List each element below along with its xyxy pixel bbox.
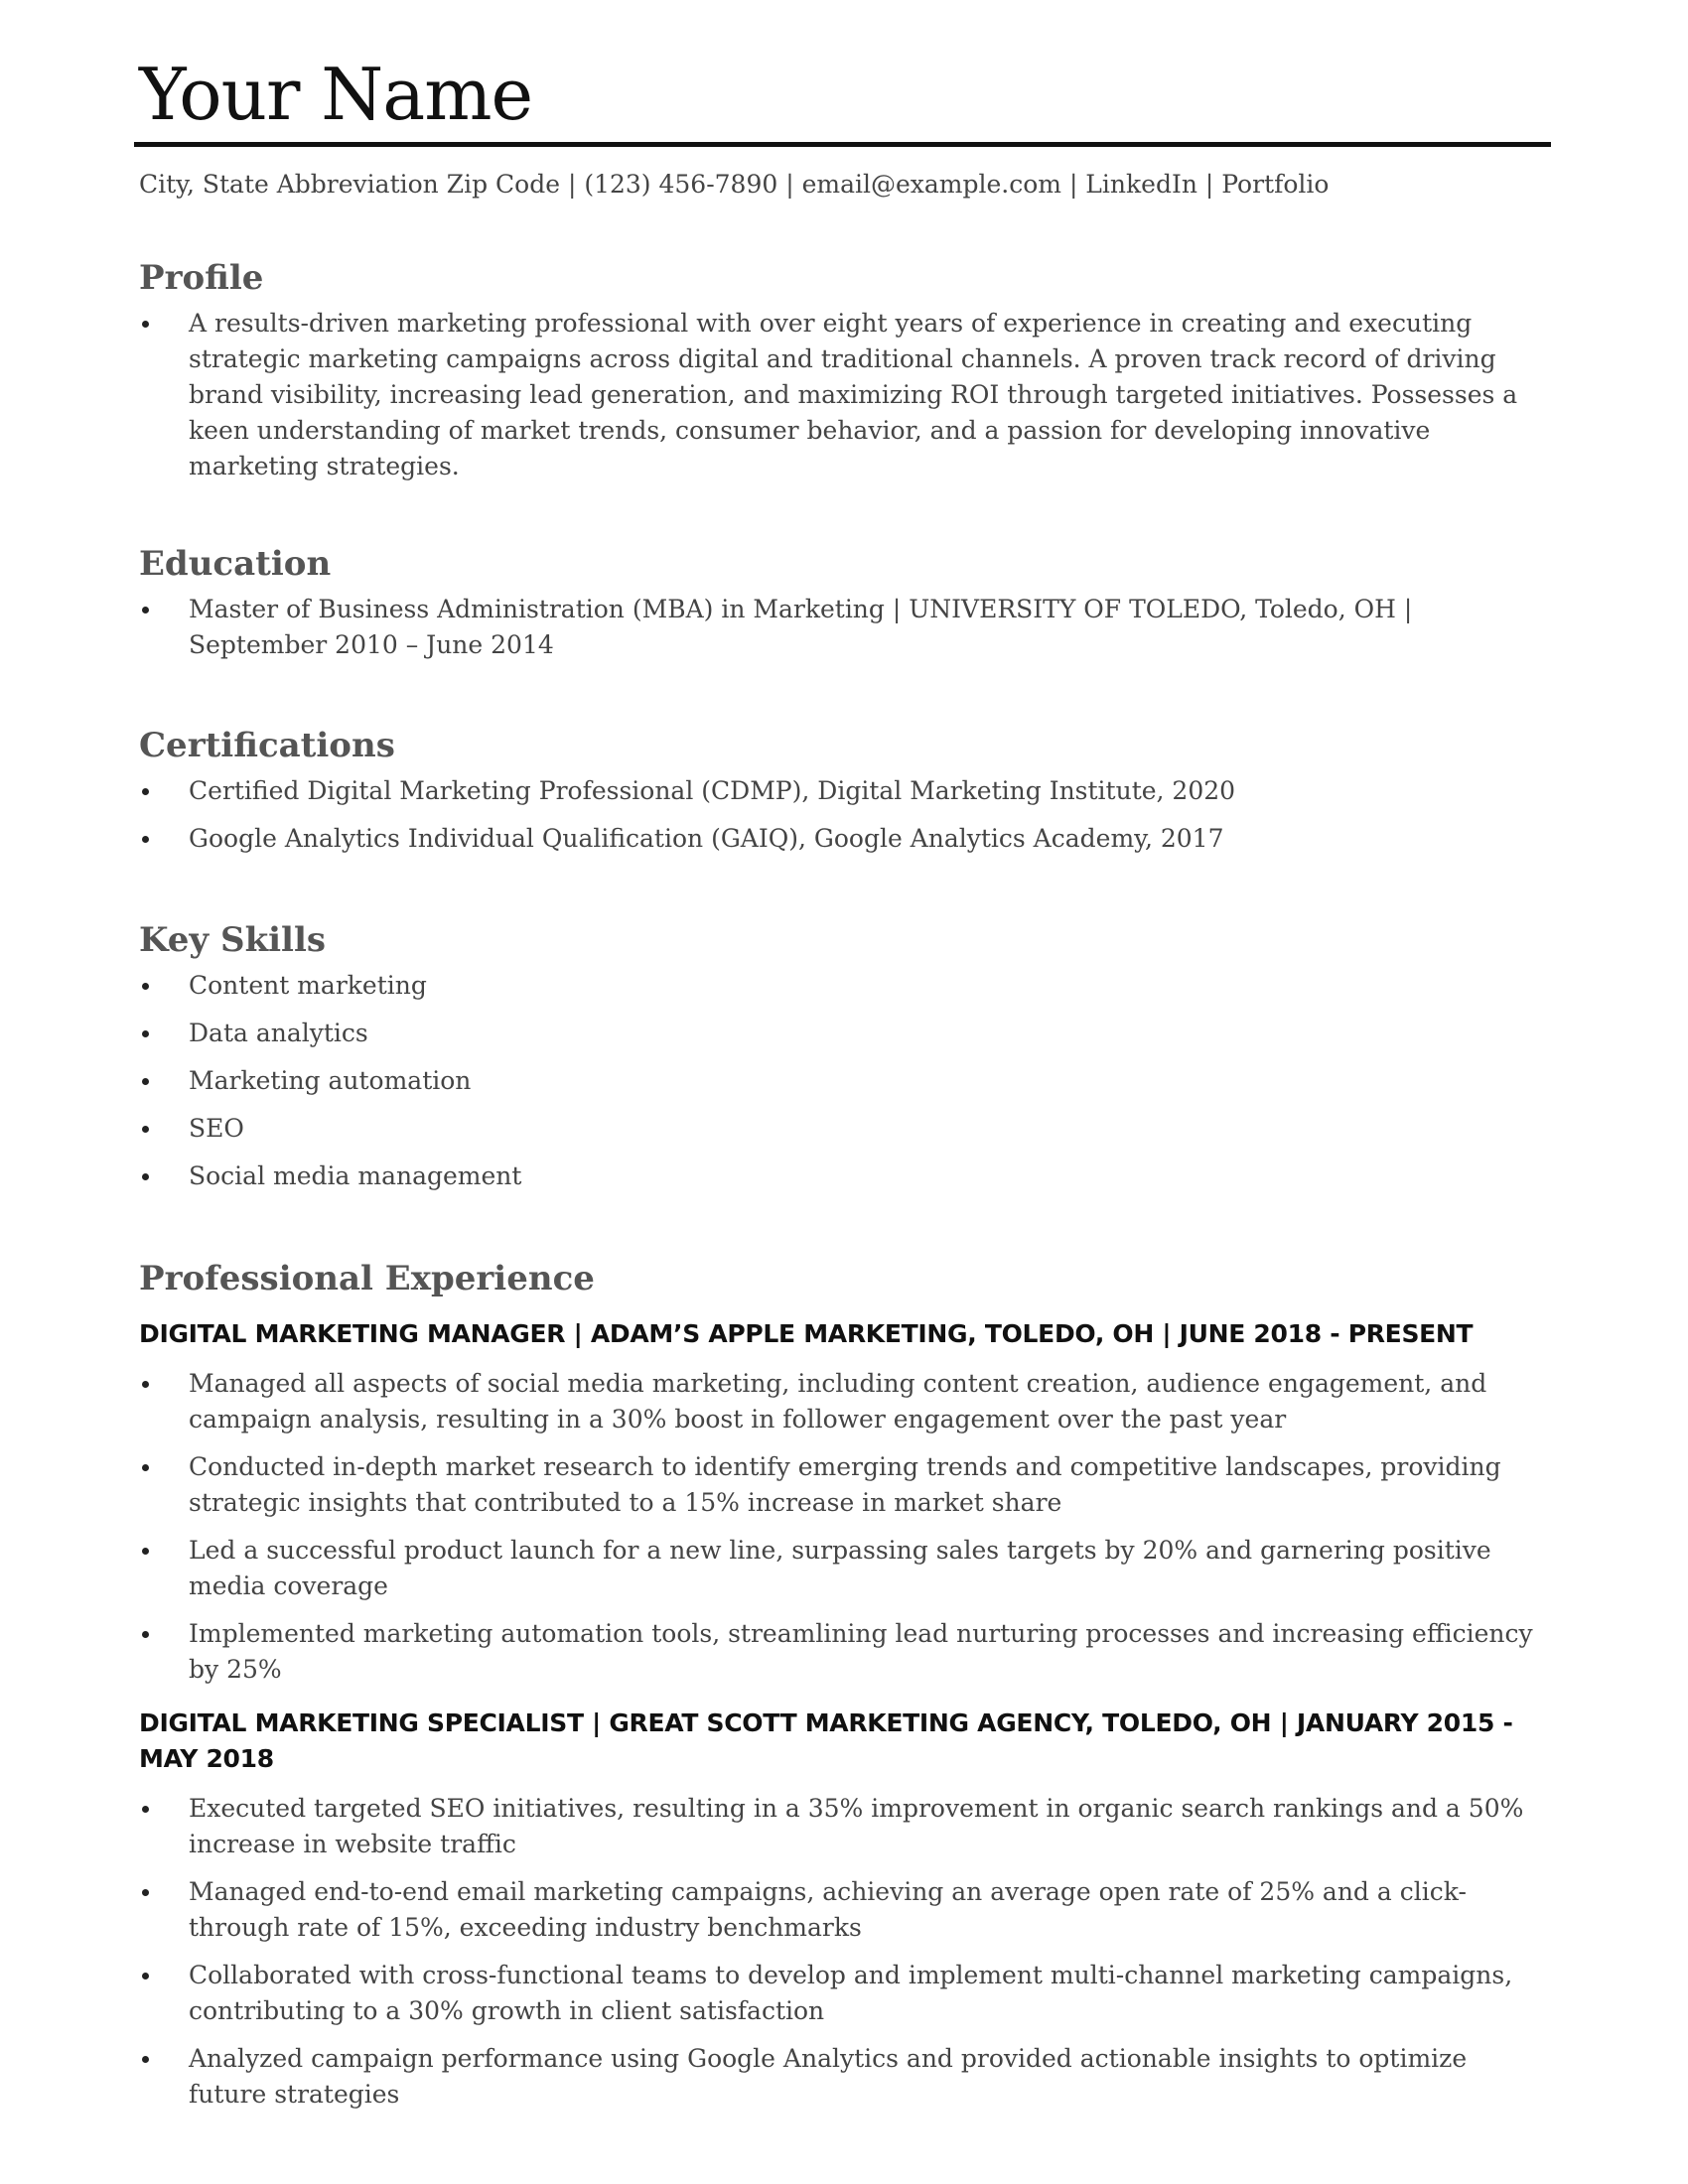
bullet-icon <box>142 1631 149 1638</box>
bullet-icon <box>142 1806 149 1813</box>
certifications-section <box>139 724 1549 857</box>
experience-section <box>139 1257 1549 2113</box>
skill-item: Social media management <box>139 1159 1549 1194</box>
job-bullet: Implemented marketing automation tools, streamlining lead nurturing processes and increasing efficiency by 25% <box>139 1616 1549 1688</box>
bullet-icon <box>142 1889 149 1896</box>
bullet-icon <box>142 1173 149 1180</box>
bullet-icon <box>142 1973 149 1979</box>
bullet-icon <box>142 1548 149 1555</box>
job-bullet: Conducted in-depth market research to identify emerging trends and competitive landscapes, providing strategic insights that contributed to a 15% increase in market share <box>139 1449 1549 1521</box>
bullet-icon <box>142 1078 149 1085</box>
bullet-icon <box>142 1030 149 1037</box>
skill-item: SEO <box>139 1111 1549 1147</box>
experience-heading: Professional Experience <box>139 1259 595 1298</box>
education-heading: Education <box>139 544 332 584</box>
bullet-icon <box>142 2056 149 2063</box>
job-title: DIGITAL MARKETING SPECIALIST | GREAT SCOTT MARKETING AGENCY, TOLEDO, OH | JANUARY 2015 - MAY 2018 <box>139 1708 1513 1773</box>
candidate-name: Your Name <box>139 53 533 136</box>
job-bullet: Collaborated with cross-functional teams to develop and implement multi-channel marketing campaigns, contributing to a 30% growth in client satisfaction <box>139 1958 1549 2029</box>
contact-line: City, State Abbreviation Zip Code | (123) 456-7890 | email@example.com | LinkedIn | Portfolio <box>139 170 1330 199</box>
education-item: Master of Business Administration (MBA) in Marketing | UNIVERSITY OF TOLEDO, Toledo, OH | September 2010 – June 2014 <box>139 592 1549 663</box>
certification-item: Certified Digital Marketing Professional (CDMP), Digital Marketing Institute, 2020 <box>139 773 1549 809</box>
bullet-icon <box>142 607 149 614</box>
profile-item: A results-driven marketing professional with over eight years of experience in creating and executing strategic marketing campaigns across digital and traditional channels. A proven track record of driving brand visibility, increasing lead generation, and maximizing ROI through targeted initiatives. Possesses a keen understanding of market trends, consumer behavior, and a passion for developing innovative marketing strategies. <box>139 306 1549 484</box>
bullet-icon <box>142 836 149 843</box>
profile-heading: Profile <box>139 258 264 298</box>
profile-section <box>139 256 1549 484</box>
bullet-icon <box>142 1126 149 1133</box>
skill-item: Marketing automation <box>139 1063 1549 1099</box>
certifications-heading: Certifications <box>139 726 395 765</box>
certification-item: Google Analytics Individual Qualification (GAIQ), Google Analytics Academy, 2017 <box>139 821 1549 857</box>
skills-heading: Key Skills <box>139 920 327 960</box>
bullet-icon <box>142 788 149 795</box>
skill-item: Content marketing <box>139 968 1549 1004</box>
bullet-icon <box>142 321 149 328</box>
bullet-icon <box>142 1464 149 1471</box>
header-divider <box>134 142 1551 147</box>
education-section <box>139 542 1549 663</box>
job-bullet: Led a successful product launch for a new line, surpassing sales targets by 20% and garnering positive media coverage <box>139 1533 1549 1604</box>
skills-section <box>139 918 1549 1194</box>
job-bullet: Managed end-to-end email marketing campaigns, achieving an average open rate of 25% and a click-through rate of 15%, exceeding industry benchmarks <box>139 1874 1549 1946</box>
bullet-icon <box>142 983 149 990</box>
job-bullet: Executed targeted SEO initiatives, resulting in a 35% improvement in organic search rankings and a 50% increase in website traffic <box>139 1791 1549 1862</box>
job-bullet: Managed all aspects of social media marketing, including content creation, audience engagement, and campaign analysis, resulting in a 30% boost in follower engagement over the past year <box>139 1366 1549 1437</box>
job-title: DIGITAL MARKETING MANAGER | ADAM’S APPLE MARKETING, TOLEDO, OH | JUNE 2018 - PRESENT <box>139 1319 1474 1348</box>
skill-item: Data analytics <box>139 1016 1549 1051</box>
bullet-icon <box>142 1381 149 1388</box>
job-bullet: Analyzed campaign performance using Google Analytics and provided actionable insights to optimize future strategies <box>139 2041 1549 2113</box>
